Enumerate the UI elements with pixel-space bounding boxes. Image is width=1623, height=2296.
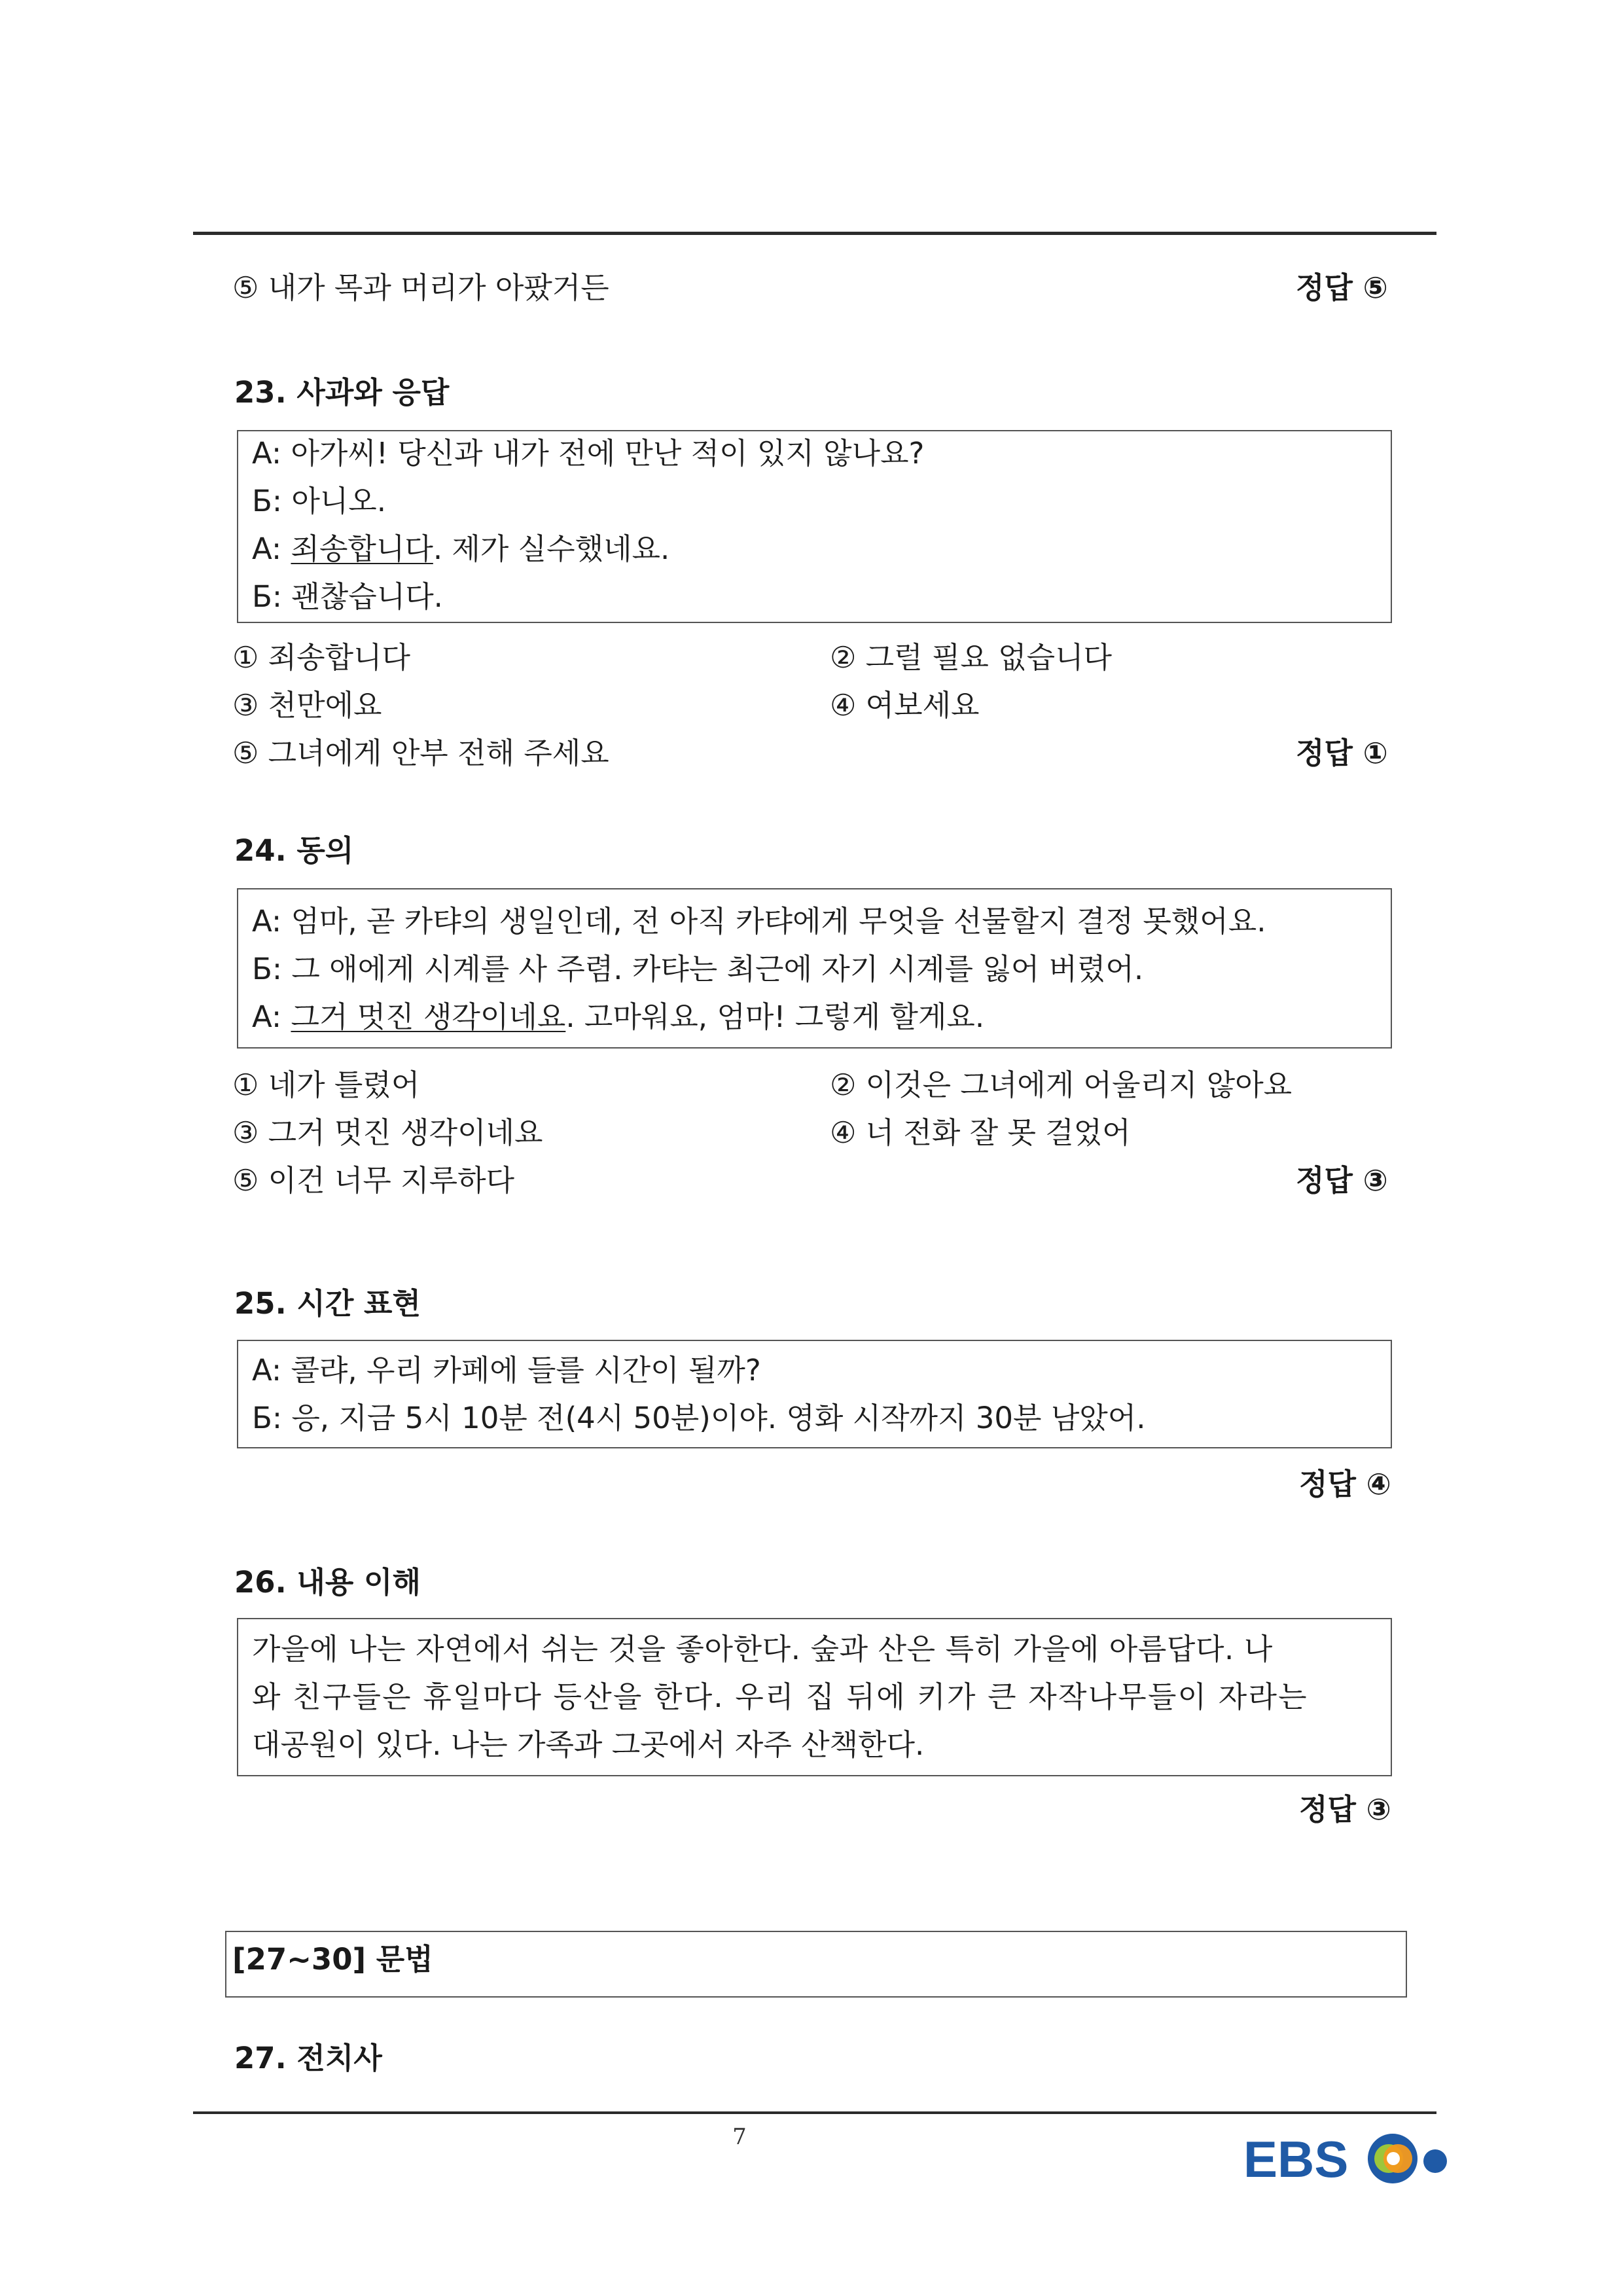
q26-passage-line-1: 가을에 나는 자연에서 쉬는 것을 좋아한다. 숲과 산은 특히 가을에 아름답다. 나 <box>252 1632 1273 1666</box>
q24-option-4: ④ 너 전화 잘 못 걸었어 <box>830 1115 1131 1150</box>
q23-option-1: ① 죄송합니다 <box>232 640 410 675</box>
q25-dialog-line-2: Б: 응, 지금 5시 10분 전(4시 50분)이야. 영화 시작까지 30분 남았어. <box>252 1401 1146 1435</box>
q23-option-4: ④ 여보세요 <box>830 688 980 723</box>
q26-passage-line-2: 와 친구들은 휴일마다 등산을 한다. 우리 집 뒤에 키가 큰 자작나무들이 자라는 <box>252 1679 1308 1714</box>
q23-answer: 정답 ① <box>1296 736 1388 770</box>
q23-option-2: ② 그럴 필요 없습니다 <box>830 640 1113 675</box>
section-header-text: [27~30] 문법 <box>232 1942 433 1977</box>
q25-dialog-line-1: A: 콜랴, 우리 카페에 들를 시간이 될까? <box>252 1353 761 1388</box>
page-number: 7 <box>732 2124 747 2150</box>
q24-heading: 24. 동의 <box>234 833 354 868</box>
q23-dialog-line-1: A: 아가씨! 당신과 내가 전에 만난 적이 있지 않나요? <box>252 436 925 471</box>
ebs-logo <box>1243 2126 1459 2191</box>
q27-heading: 27. 전치사 <box>234 2041 382 2075</box>
q25-answer: 정답 ④ <box>1299 1467 1391 1501</box>
logo-text: EBS <box>1243 2130 1349 2188</box>
q24-option-1: ① 네가 틀렸어 <box>232 1067 420 1102</box>
prev-option-5: ⑤ 내가 목과 머리가 아팠거든 <box>232 270 609 305</box>
underlined-phrase: 그거 멋진 생각이네요 <box>291 999 566 1034</box>
q24-option-5: ⑤ 이건 너무 지루하다 <box>232 1163 515 1198</box>
header-rule <box>193 232 1436 235</box>
q26-answer: 정답 ③ <box>1299 1792 1391 1827</box>
q26-passage-line-3: 대공원이 있다. 나는 가족과 그곳에서 자주 산책한다. <box>252 1727 925 1762</box>
q24-option-2: ② 이것은 그녀에게 어울리지 않아요 <box>830 1067 1293 1102</box>
q23-dialog-line-2: Б: 아니오. <box>252 484 387 518</box>
q23-dialog-line-3: A: 죄송합니다. 제가 실수했네요. <box>252 531 670 566</box>
q24-dialog-line-1: A: 엄마, 곧 카탸의 생일인데, 전 아직 카탸에게 무엇을 선물할지 결정 못했어요. <box>252 904 1266 939</box>
ebs-logo-graphic <box>1243 2126 1459 2191</box>
q25-heading: 25. 시간 표현 <box>234 1286 421 1321</box>
q23-dialog-line-4: Б: 괜찮습니다. <box>252 579 443 614</box>
footer-rule <box>193 2111 1436 2114</box>
q23-option-5: ⑤ 그녀에게 안부 전해 주세요 <box>232 736 609 770</box>
underlined-phrase: 죄송합니다 <box>291 531 433 566</box>
q26-heading: 26. 내용 이해 <box>234 1565 421 1600</box>
q24-dialog-line-3: A: 그거 멋진 생각이네요. 고마워요, 엄마! 그렇게 할게요. <box>252 999 985 1034</box>
q24-answer: 정답 ③ <box>1296 1163 1388 1198</box>
q24-option-3: ③ 그거 멋진 생각이네요 <box>232 1115 543 1150</box>
q23-heading: 23. 사과와 응답 <box>234 375 450 410</box>
q24-dialog-line-2: Б: 그 애에게 시계를 사 주렴. 카탸는 최근에 자기 시계를 잃어 버렸어. <box>252 952 1144 986</box>
prev-answer: 정답 ⑤ <box>1296 270 1388 305</box>
q23-option-3: ③ 천만에요 <box>232 688 382 723</box>
